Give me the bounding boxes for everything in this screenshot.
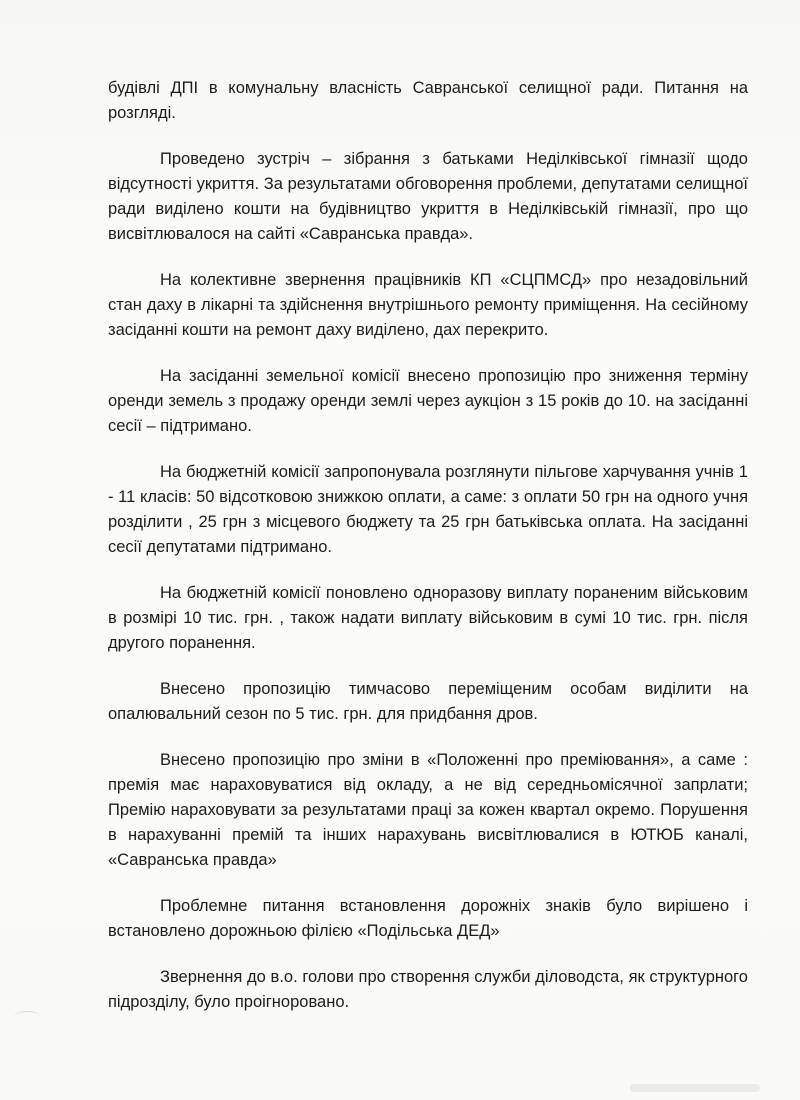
paragraph-9: Проблемне питання встановлення дорожніх знаків було вирішено і встановлено дорожньою філією «Подільська ДЕД» <box>108 897 748 940</box>
paragraph-1: будівлі ДПІ в комунальну власність Савранської селищної ради. Питання на розгляді. <box>108 79 748 122</box>
scan-smudge <box>630 1084 760 1092</box>
paragraph-5: На бюджетній комісії запропонувала розглянути пільгове харчування учнів 1 - 11 класів: 50 відсотковою знижкою оплати, а саме: з оплати 50 грн на одного учня розділити , 25 грн з місцевого бюджету та 25 грн батьківська оплата. На засіданні сесії депутатами підтримано. <box>108 463 748 556</box>
paragraph-7: Внесено пропозицію тимчасово переміщеним особам виділити на опалювальний сезон по 5 тис. грн. для придбання дров. <box>108 680 748 723</box>
paragraph-8: Внесено пропозицію про зміни в «Положенні про преміювання», а саме : премія має нараховуватися від окладу, а не від середньомісячної запрлати; Премію нараховувати за результатами праці за кожен квартал окремо. Порушення в нарахуванні премій та інших нарахувань висвітлювалися в ЮТЮБ каналі, «Савранська правда» <box>108 751 748 869</box>
paragraph-3: На колективне звернення працівників КП «СЦПМСД» про незадовільний стан даху в лікарні та здійснення внутрішнього ремонту приміщення. На сесійному засіданні кошти на ремонт даху виділено, дах перекрито. <box>108 271 748 339</box>
scan-artifact <box>14 1011 40 1022</box>
paragraph-10: Звернення до в.о. голови про створення служби діловодста, як структурного підрозділу, було проігноровано. <box>108 968 748 1011</box>
paragraph-2: Проведено зустріч – зібрання з батьками Неділківської гімназії щодо відсутності укриття. За результатами обговорення проблеми, депутатами селищної ради виділено кошти на будівництво укриття в Неділківській гімназії, про що висвітлювалося на сайті «Савранська правда». <box>108 150 748 243</box>
paragraph-4: На засіданні земельної комісії внесено пропозицію про зниження терміну оренди земель з продажу оренди землі через аукціон з 15 років до 10. на засіданні сесії – підтримано. <box>108 367 748 435</box>
paragraph-6: На бюджетній комісії поновлено одноразову виплату пораненим військовим в розмірі 10 тис. грн. , також надати виплату військовим в сумі 10 тис. грн. після другого поранення. <box>108 584 748 652</box>
